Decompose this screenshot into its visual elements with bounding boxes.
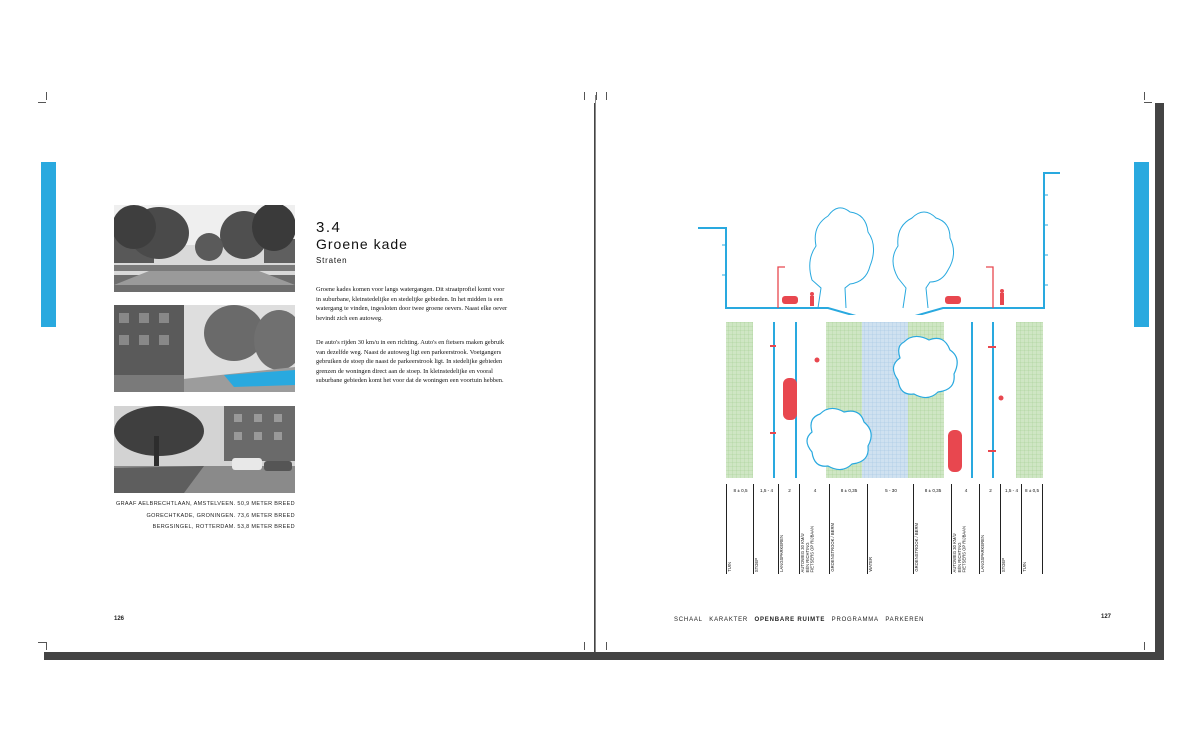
profile-column	[867, 484, 914, 574]
nav-item-schaal[interactable]: SCHAAL	[674, 617, 703, 623]
profile-column	[979, 484, 1001, 574]
profile-column-label: STOEP	[754, 557, 759, 572]
profile-column-label: AUTOWEG 30 KM/U EÉN RICHTING FIETSERS OP RIJBAAN	[800, 525, 815, 572]
profile-column-label: STOEP	[1001, 557, 1006, 572]
crop-mark	[46, 642, 47, 650]
chapter-navigation	[674, 617, 928, 623]
profile-column-width: 8 ± 0,5	[733, 488, 748, 493]
section-subtitle: Straten	[316, 256, 348, 265]
profile-column	[799, 484, 830, 574]
profile-column	[753, 484, 779, 574]
crop-mark	[606, 92, 607, 100]
profile-column	[951, 484, 980, 574]
street-cross-section	[698, 170, 1060, 315]
profile-column-width: 4	[813, 488, 817, 493]
caption-1: GRAAF AELBRECHTLAAN, AMSTELVEEN. 50,9 METER BREED	[115, 501, 295, 507]
profile-column-width: 1,5 - 4	[759, 488, 774, 493]
profile-column-label: LANGSPARKEREN	[980, 535, 985, 572]
profile-column-label: LANGSPARKEREN	[779, 535, 784, 572]
photo-captions	[114, 501, 295, 536]
caption-2: GORECHTKADE, GRONINGEN. 73,6 METER BREED	[146, 512, 295, 519]
crop-mark	[596, 92, 597, 100]
left-page-number: 126	[114, 616, 125, 622]
right-page-number: 127	[1101, 614, 1112, 620]
profile-column-label: TUIN	[1022, 562, 1027, 572]
profile-column-width: 5 - 30	[885, 488, 897, 493]
profile-column-width: 8 ± 0,35	[924, 488, 942, 493]
crop-mark	[38, 642, 46, 643]
crop-mark	[606, 642, 607, 650]
profile-column	[778, 484, 800, 574]
profile-column	[1000, 484, 1022, 574]
profile-column	[1021, 484, 1043, 574]
profile-column-width: 8 ± 0,5	[1024, 488, 1039, 493]
body-paragraph-1: Groene kades komen voor langs watergangen. Dit straatprofiel komt voor in suburbane, kleinstedelijke en stedelijke gebieden. In het midden is een watergang te vinden, ingesloten door twee groene oevers. Naast elke oever bevindt zich een autoweg.	[316, 286, 508, 322]
profile-column-label: WATER	[868, 557, 873, 572]
nav-item-openbare-ruimte[interactable]: OPENBARE RUIMTE	[754, 617, 826, 623]
crop-mark	[1144, 92, 1145, 100]
profile-column-width: 2	[989, 488, 992, 493]
crop-mark	[584, 92, 585, 100]
profile-column-label: GROENSTROOK / BERM	[830, 523, 835, 572]
crop-mark	[1144, 642, 1145, 650]
profile-column-label: TUIN	[727, 562, 732, 572]
caption-3: BERGSINGEL, ROTTERDAM. 53,8 METER BREED	[152, 524, 295, 530]
crop-mark	[584, 642, 585, 650]
crop-mark	[38, 102, 46, 103]
profile-column	[913, 484, 952, 574]
photo-graaf-aelbrechtlaan	[114, 205, 295, 292]
profile-column	[726, 484, 754, 574]
nav-item-programma[interactable]: PROGRAMMA	[831, 617, 879, 623]
nav-item-karakter[interactable]: KARAKTER	[709, 617, 749, 623]
crop-mark	[1144, 102, 1152, 103]
profile-column-width: 8 ± 0,35	[840, 488, 858, 493]
profile-column-width: 1,5 - 4	[1004, 488, 1019, 493]
crop-mark	[46, 92, 47, 100]
profile-column-label: GROENSTROOK / BERM	[914, 523, 919, 572]
left-chapter-tab	[41, 162, 56, 327]
body-paragraph-2: De auto's rijden 30 km/u in een richting. Auto's en fietsers maken gebruik van dezelfde weg. Naast de autoweg ligt een parkeerstrook. Voetgangers gebruiken de stoep die naast de parkeerstrook ligt. In stedelijke gebieden grenzen de woningen direct aan de stoep. In kleinstedelijke en vooral suburbane gebieden komt het voor dat de woningen een voortuin hebben.	[316, 339, 505, 385]
profile-column-width: 2	[788, 488, 791, 493]
profile-column-label: AUTOWEG 30 KM/U EÉN RICHTING FIETSERS OP RIJBAAN	[952, 525, 967, 572]
photo-bergsingel	[114, 406, 295, 493]
nav-item-parkeren[interactable]: PARKEREN	[885, 617, 925, 623]
profile-column-width: 4	[964, 488, 968, 493]
photo-gorechtkade	[114, 305, 295, 392]
section-title: Groene kade	[316, 236, 408, 252]
profile-dimension-table	[726, 484, 1043, 574]
profile-column	[829, 484, 868, 574]
spine-line	[595, 95, 596, 652]
street-plan-view	[724, 322, 1046, 478]
right-chapter-tab	[1134, 162, 1149, 327]
section-number: 3.4	[316, 219, 342, 236]
